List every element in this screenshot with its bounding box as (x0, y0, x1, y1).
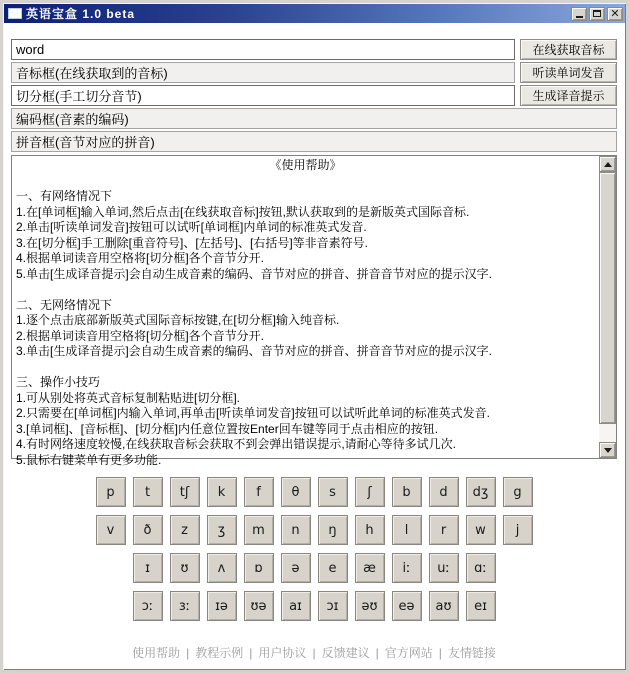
footer-separator: | (312, 646, 316, 660)
phonetic-key-b[interactable]: b (392, 477, 422, 507)
phonetic-key-d[interactable]: d (429, 477, 459, 507)
pinyin-field[interactable] (11, 131, 617, 152)
phonetic-key-m[interactable]: m (244, 515, 274, 545)
help-line: 二、无网络情况下 (16, 297, 113, 312)
footer-link[interactable]: 反馈建议 (321, 646, 370, 660)
footer-link[interactable]: 官方网站 (384, 646, 433, 660)
help-line: 三、操作小技巧 (16, 375, 101, 389)
close-button[interactable] (607, 7, 623, 21)
window-controls (571, 7, 623, 21)
phonetic-key-r[interactable]: r (429, 515, 459, 545)
footer-separator: | (249, 646, 253, 660)
phonetic-key-s[interactable]: s (318, 477, 348, 507)
help-text (12, 156, 599, 467)
phonetic-key-uː[interactable]: uː (429, 553, 459, 583)
phonetic-key-ɪ[interactable]: ɪ (133, 553, 163, 583)
scrollbar-down-button[interactable] (599, 442, 616, 458)
phonetic-key-tʃ[interactable]: tʃ (170, 477, 200, 507)
keyboard-row (11, 591, 617, 621)
code-field[interactable] (11, 108, 617, 129)
arrow-up-icon (604, 162, 612, 167)
keyboard-row (11, 553, 617, 583)
phonetic-key-l[interactable]: l (392, 515, 422, 545)
help-line: 1.可从别处将英式音标复制粘贴进[切分框]. (16, 390, 241, 405)
close-icon: ✕ (610, 7, 620, 20)
main-content (3, 39, 626, 661)
help-line: 2.单击[听读单词发音]按钮可以试听[单词框]内单词的标准英式发音. (16, 220, 367, 234)
phonetic-key-ɑː[interactable]: ɑː (466, 553, 496, 583)
split-row (11, 85, 617, 106)
footer-link[interactable]: 使用帮助 (132, 646, 181, 660)
phonetic-key-t[interactable]: t (133, 477, 163, 507)
footer-separator: | (438, 646, 442, 660)
phonetic-key-iː[interactable]: iː (392, 553, 422, 583)
word-input[interactable] (11, 39, 515, 60)
phonetic-key-əʊ[interactable]: əʊ (355, 591, 385, 621)
help-line: 1.逐个点击底部新版英式国际音标按键,在[切分框]输入纯音标. (16, 313, 340, 327)
help-line: 2.根据单词读音用空格将[切分框]各个音节分开. (16, 328, 265, 343)
help-line: 4.有时网络速度较慢,在线获取音标会获取不到会弹出错误提示,请耐心等待多试几次. (16, 437, 457, 451)
phonetic-key-ɜː[interactable]: ɜː (170, 591, 200, 621)
footer-link[interactable]: 教程示例 (195, 646, 244, 660)
app-icon (8, 8, 22, 19)
help-line (16, 174, 595, 190)
scrollbar-thumb[interactable] (599, 172, 616, 424)
phonetic-key-f[interactable]: f (244, 477, 274, 507)
phonetic-key-ð[interactable]: ð (133, 515, 163, 545)
phonetic-key-aɪ[interactable]: aɪ (281, 591, 311, 621)
help-line: 3.[单词框]、[音标框]、[切分框]内任意位置按Enter回车键等同于点击相应的按钮. (16, 421, 439, 436)
phonetic-key-ʒ[interactable]: ʒ (207, 515, 237, 545)
window-title: 英语宝盒 1.0 beta (26, 7, 136, 21)
footer-link[interactable]: 友情链接 (447, 646, 496, 660)
minimize-icon (576, 16, 583, 18)
generate-hint-button[interactable]: 生成译音提示 (520, 85, 617, 106)
footer-link[interactable]: 用户协议 (258, 646, 307, 660)
footer-links (11, 644, 617, 661)
help-panel (11, 155, 617, 467)
help-line: 5.鼠标右键菜单有更多功能. (16, 452, 162, 467)
phonetic-keyboard (11, 477, 617, 621)
help-line: 1.在[单词框]输入单词,然后点击[在线获取音标]按钮,默认获取到的是新版英式国际音标. (16, 204, 470, 219)
phonetic-key-e[interactable]: e (318, 553, 348, 583)
scrollbar-track[interactable] (599, 156, 616, 458)
split-field[interactable] (11, 85, 515, 106)
phonetic-key-ʌ[interactable]: ʌ (207, 553, 237, 583)
keyboard-row (11, 477, 617, 507)
phonetic-field[interactable] (11, 62, 515, 83)
help-line: 3.单击[生成译音提示]会自动生成音素的编码、音节对应的拼音、拼音音节对应的提示汉字. (16, 344, 493, 358)
phonetic-key-g[interactable]: g (503, 477, 533, 507)
phonetic-key-dʒ[interactable]: dʒ (466, 477, 496, 507)
footer-separator: | (375, 646, 379, 660)
phonetic-key-ʃ[interactable]: ʃ (355, 477, 385, 507)
phonetic-key-ɒ[interactable]: ɒ (244, 553, 274, 583)
phonetic-key-v[interactable]: v (96, 515, 126, 545)
phonetic-key-k[interactable]: k (207, 477, 237, 507)
word-row (11, 39, 617, 60)
maximize-icon (593, 10, 601, 17)
help-title: 《使用帮助》 (269, 158, 342, 172)
minimize-button[interactable] (571, 7, 587, 21)
phonetic-key-ŋ[interactable]: ŋ (318, 515, 348, 545)
help-line: 3.在[切分框]手工删除[重音符号]、[左括号]、[右括号]等非音素符号. (16, 235, 369, 250)
phonetic-key-eɪ[interactable]: eɪ (466, 591, 496, 621)
help-line (16, 282, 595, 298)
phonetic-key-eə[interactable]: eə (392, 591, 422, 621)
phonetic-key-ə[interactable]: ə (281, 553, 311, 583)
phonetic-key-aʊ[interactable]: aʊ (429, 591, 459, 621)
phonetic-key-n[interactable]: n (281, 515, 311, 545)
phonetic-key-ʊ[interactable]: ʊ (170, 553, 200, 583)
phonetic-key-ɪə[interactable]: ɪə (207, 591, 237, 621)
phonetic-key-æ[interactable]: æ (355, 553, 385, 583)
arrow-down-icon (604, 448, 612, 453)
titlebar[interactable] (4, 4, 625, 23)
maximize-button[interactable] (589, 7, 605, 21)
footer-separator: | (186, 646, 190, 660)
phonetic-key-h[interactable]: h (355, 515, 385, 545)
phonetic-key-j[interactable]: j (503, 515, 533, 545)
help-line: 一、有网络情况下 (16, 189, 113, 203)
phonetic-key-z[interactable]: z (170, 515, 200, 545)
phonetic-key-ʊə[interactable]: ʊə (244, 591, 274, 621)
keyboard-row (11, 515, 617, 545)
phonetic-key-ɔɪ[interactable]: ɔɪ (318, 591, 348, 621)
play-word-button[interactable]: 听读单词发音 (520, 62, 617, 83)
phonetic-key-p[interactable]: p (96, 477, 126, 507)
help-line: 5.单击[生成译音提示]会自动生成音素的编码、音节对应的拼音、拼音音节对应的提示汉字. (16, 266, 493, 281)
help-line: 4.根据单词读音用空格将[切分框]各个音节分开. (16, 251, 265, 265)
phonetic-key-w[interactable]: w (466, 515, 496, 545)
fetch-phonetic-button[interactable]: 在线获取音标 (520, 39, 617, 60)
scrollbar-up-button[interactable] (599, 156, 616, 172)
help-line (16, 360, 595, 376)
phonetic-row (11, 62, 617, 83)
phonetic-key-θ[interactable]: θ (281, 477, 311, 507)
help-line: 2.只需要在[单词框]内输入单词,再单击[听读单词发音]按钮可以试听此单词的标准英式发音. (16, 406, 491, 420)
phonetic-key-ɔː[interactable]: ɔː (133, 591, 163, 621)
